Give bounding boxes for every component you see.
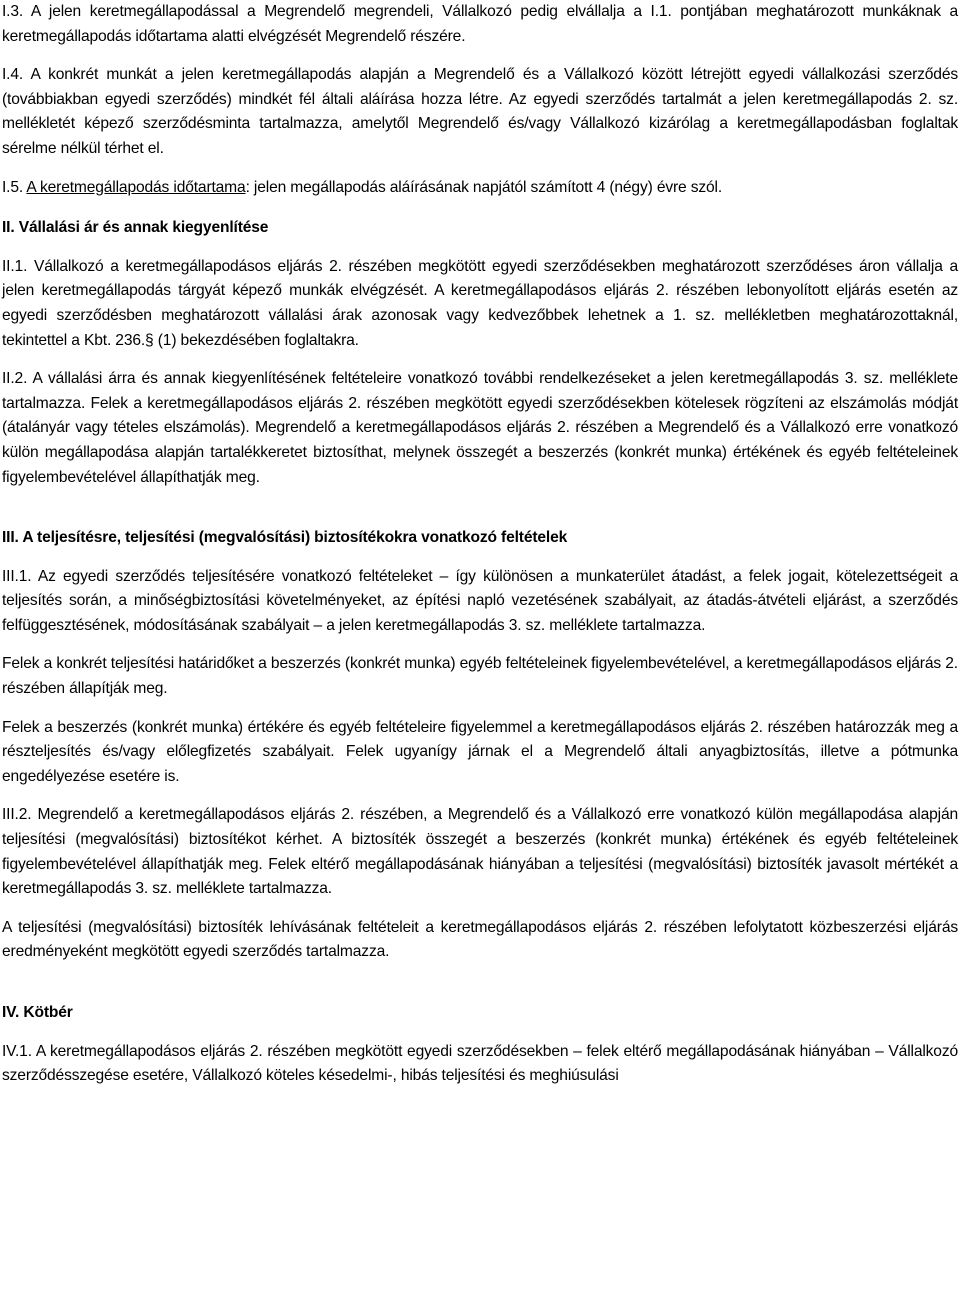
spacer: [2, 702, 958, 716]
spacer: [2, 965, 958, 1001]
spacer: [2, 200, 958, 216]
paragraph-iv1: IV.1. A keretmegállapodásos eljárás 2. részében megkötött egyedi szerződésekben – felek eltérő megállapodásának hiányában – Vállalkozó szerződésszegése esetére, Vállalkozó köteles késedelmi-, hibás teljesítési és meghiúsulási: [2, 1042, 958, 1085]
spacer: [2, 1026, 958, 1040]
paragraph-iii1-a: III.1. Az egyedi szerződés teljesítésére vonatkozó feltételeket – így különösen a munkaterület átadást, a felek jogait, kötelezettségeit a teljesítés során, a minőségbiztosítási követelményeket, az építési napló vezetésének szabályait, az átadás-átvételi eljárást, a szerződés felfüggesztésének, módosításának szabályait – a jelen keretmegállapodás 3. sz. melléklete tartalmazza.: [2, 567, 958, 634]
spacer: [2, 902, 958, 916]
section-heading-iv: IV. Kötbér: [2, 1004, 73, 1021]
spacer: [2, 241, 958, 255]
spacer: [2, 551, 958, 565]
paragraph-ii1: II.1. Vállalkozó a keretmegállapodásos eljárás 2. részében megkötött egyedi szerződésekben meghatározott szerződéses áron vállalja a jelen keretmegállapodás tárgyát képező munkák elvégzését. A keretmegállapodásos eljárás 2. részében lebonyolított eljárás esetén az egyedi szerződésben meghatározott vállalási árak azonosak vagy kedvezőbbek lehetnek a 1. sz. mellékletben meghatározottaknál, tekintettel a Kbt. 236.§ (1) bekezdésében foglaltakra.: [2, 257, 958, 349]
spacer: [2, 162, 958, 176]
section-heading-iii: III. A teljesítésre, teljesítési (megvalósítási) biztosítékokra vonatkozó feltételek: [2, 529, 568, 547]
spacer: [2, 490, 958, 526]
paragraph-i3: I.3. A jelen keretmegállapodással a Megrendelő megrendeli, Vállalkozó pedig elvállalja a I.1. pontjában meghatározott munkáknak a keretmegállapodás időtartama alatti elvégzését Megrendelő részére.: [2, 3, 958, 45]
spacer: [2, 49, 958, 63]
paragraph-iii1-c: Felek a beszerzés (konkrét munka) értékére és egyéb feltételeire figyelemmel a keretmegállapodásos eljárás 2. részében határozzák meg a részteljesítés és/vagy előlegfizetés szabályait. Felek ugyanígy járnak el a Megrendelő általi anyagbiztosítás, illetve a pótmunka engedélyezése esetére is.: [2, 718, 958, 785]
spacer: [2, 789, 958, 803]
paragraph-i5-underlined-term: A keretmegállapodás időtartama: [26, 178, 246, 196]
paragraph-ii2: II.2. A vállalási árra és annak kiegyenlítésének feltételeire vonatkozó további rendelkezéseket a jelen keretmegállapodás 3. sz. melléklete tartalmazza. Felek a keretmegállapodásos eljárás 2. részében megkötött egyedi szerződésekben kötelesek rögzíteni az elszámolás módját (átalányár vagy tételes elszámolás). Megrendelő a keretmegállapodásos eljárás 2. részében a Megrendelő és a Vállalkozó erre vonatkozó külön megállapodása alapján tartalékkeretet biztosíthat, melynek összegét a beszerzés (konkrét munka) értékének és egyéb feltételeinek figyelembevételével állapíthatják meg.: [2, 370, 958, 486]
paragraph-i5-number: I.5.: [2, 178, 27, 196]
paragraph-iii2-b: A teljesítési (megvalósítási) biztosíték lehívásának feltételeit a keretmegállapodásos eljárás 2. részében lefolytatott közbeszerzési eljárás eredményeként megkötött egyedi szerződés tartalmazza.: [2, 918, 958, 961]
paragraph-iii1-b: Felek a konkrét teljesítési határidőket a beszerzés (konkrét munka) egyéb feltételeinek figyelembevételével, a keretmegállapodásos eljárás 2. részében állapítják meg.: [2, 655, 958, 698]
section-heading-ii: II. Vállalási ár és annak kiegyenlítése: [2, 219, 269, 237]
spacer: [2, 638, 958, 652]
paragraph-i4: I.4. A konkrét munkát a jelen keretmegállapodás alapján a Megrendelő és a Vállalkozó között létrejött egyedi vállalkozási szerződés (továbbiakban egyedi szerződés) mindkét fél általi aláírása hozza létre. Az egyedi szerződés tartalmát a jelen keretmegállapodás 2. sz. mellékletét képező szerződésminta tartalmazza, amelytől Megrendelő és/vagy Vállalkozó kizárólag a keretmegállapodásban foglaltak sérelme nélkül térhet el.: [2, 66, 958, 157]
paragraph-i5: [2, 176, 958, 201]
paragraph-i5-text: : jelen megállapodás aláírásának napjától számított 4 (négy) évre szól.: [245, 178, 723, 196]
paragraph-iii2-a: III.2. Megrendelő a keretmegállapodásos eljárás 2. részében, a Megrendelő és a Vállalkozó erre vonatkozó külön megállapodása alapján teljesítési (megvalósítási) biztosítékot kérhet. A biztosíték összegét a beszerzés (konkrét munka) értékének és egyéb feltételeinek figyelembevételével állapíthatják meg. Felek eltérő megállapodásának hiányában a teljesítési (megvalósítási) biztosíték javasolt mértékét a keretmegállapodás 3. sz. melléklete tartalmazza.: [2, 806, 958, 898]
spacer: [2, 353, 958, 367]
